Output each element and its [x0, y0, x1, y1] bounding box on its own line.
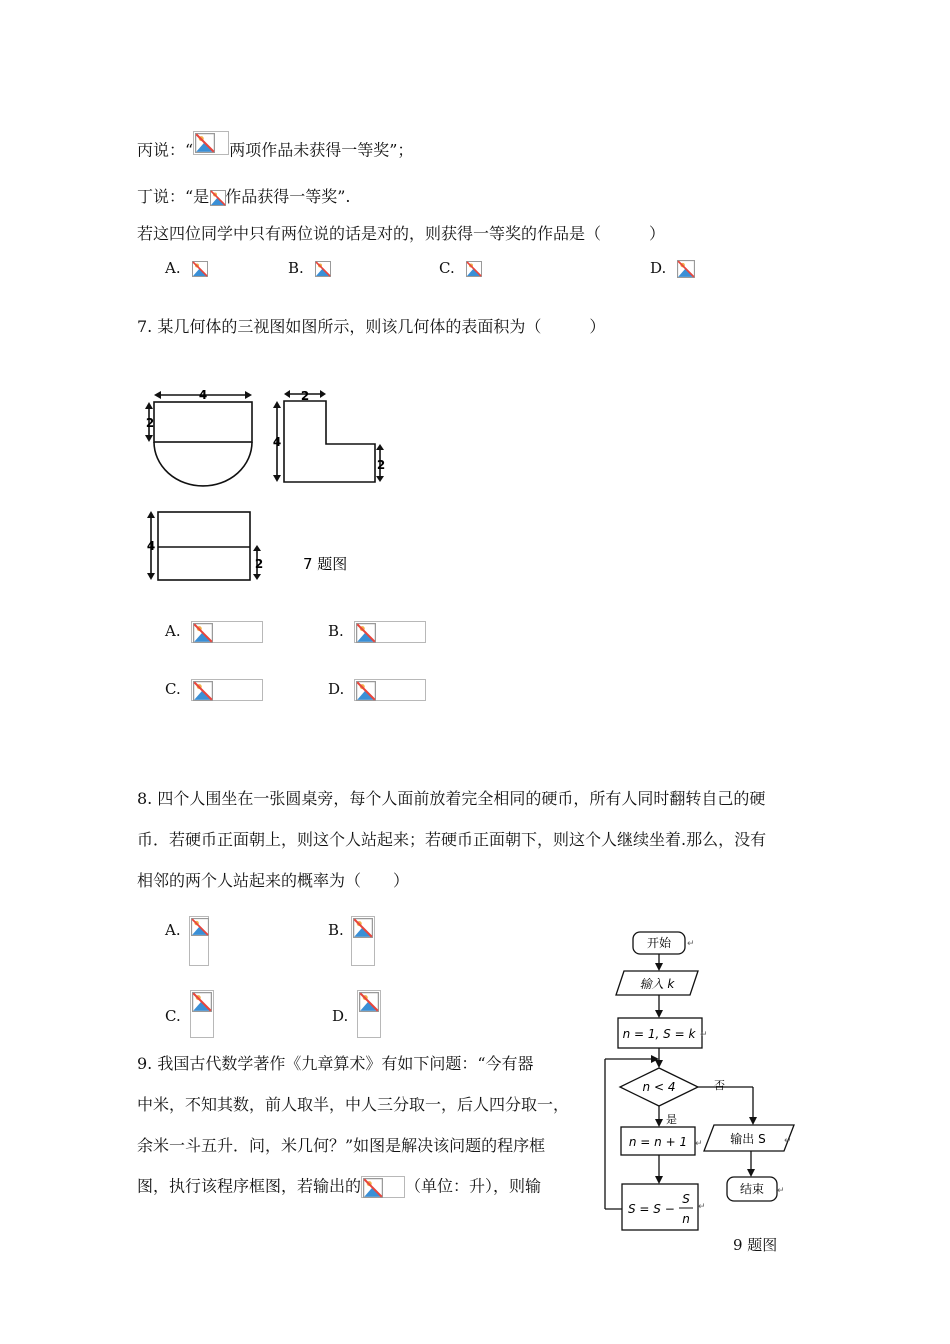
q7-figure-caption: 7 题图 — [303, 555, 348, 573]
q7-option-d: D. — [328, 679, 426, 701]
q6-option-c: C. — [439, 258, 481, 278]
svg-text:4: 4 — [272, 435, 282, 449]
q8-option-b: B. — [328, 921, 344, 939]
q6-option-a: A. — [165, 258, 207, 278]
svg-text:↵: ↵ — [777, 1186, 785, 1196]
option-image-icon — [190, 990, 214, 1038]
option-image-icon — [191, 621, 263, 643]
statement-ding: 丁说：“是 作品获得一等奖”. — [137, 187, 351, 206]
svg-text:否: 否 — [714, 1079, 725, 1092]
q6-stem: 若这四位同学中只有两位说的话是对的，则获得一等奖的作品是（ ） — [137, 224, 666, 243]
statement-bing: 丙说：“ 两项作品未获得一等奖”； — [137, 139, 413, 163]
q9-line-3: 余米一斗五升．问，米几何？”如图是解决该问题的程序框 — [137, 1136, 546, 1155]
svg-text:↵: ↵ — [700, 1030, 708, 1040]
svg-text:n = 1, S = k: n = 1, S = k — [622, 1027, 696, 1041]
option-image-icon — [465, 260, 481, 278]
q8-line-3: 相邻的两个人站起来的概率为（ ） — [137, 871, 410, 890]
formula-image-icon — [209, 189, 225, 207]
svg-text:↵: ↵ — [698, 1202, 706, 1212]
q9-line-2: 中米，不知其数，前人取半，中人三分取一，后人四分取一， — [137, 1095, 570, 1114]
svg-text:4: 4 — [146, 539, 156, 553]
svg-text:↵: ↵ — [687, 939, 695, 949]
svg-text:输入 k: 输入 k — [639, 977, 675, 991]
svg-text:S = S −: S = S − — [628, 1202, 675, 1216]
svg-text:n = n + 1: n = n + 1 — [628, 1135, 688, 1149]
svg-text:开始: 开始 — [646, 936, 672, 950]
svg-text:结束: 结束 — [739, 1182, 765, 1196]
svg-text:n: n — [682, 1212, 690, 1226]
q9-line-4: 图，执行该程序框图，若输出的 （单位：升），则输 — [137, 1176, 541, 1198]
svg-text:是: 是 — [666, 1113, 677, 1126]
option-image-icon — [357, 990, 381, 1038]
option-image-icon — [354, 621, 426, 643]
q8-line-1: 8. 四个人围坐在一张圆桌旁，每个人面前放着完全相同的硬币，所有人同时翻转自己的硬 — [137, 789, 766, 808]
svg-text:2: 2 — [300, 389, 310, 403]
option-image-icon — [189, 916, 209, 966]
q9-line-1: 9. 我国古代数学著作《九章算术》有如下问题：“今有器 — [137, 1054, 534, 1073]
svg-text:2: 2 — [254, 557, 264, 571]
svg-text:S: S — [682, 1192, 690, 1206]
q8-option-a: A. — [165, 921, 181, 939]
svg-text:↵: ↵ — [695, 1139, 703, 1149]
q7-stem: 7. 某几何体的三视图如图所示，则该几何体的表面积为（ ） — [137, 317, 606, 336]
q6-option-d: D. — [650, 258, 694, 279]
q8-option-c: C. — [165, 1007, 181, 1025]
three-view-figure — [138, 380, 398, 590]
q8-line-2: 币．若硬币正面朝上，则这个人站起来；若硬币正面朝下，则这个人继续坐着.那么，没有 — [137, 830, 767, 849]
option-image-icon — [676, 259, 694, 279]
formula-image-icon — [193, 131, 229, 155]
option-image-icon — [354, 679, 426, 701]
option-image-icon — [191, 679, 263, 701]
program-flowchart — [598, 925, 818, 1265]
q7-option-c: C. — [165, 679, 263, 701]
q7-option-b: B. — [328, 621, 426, 643]
svg-text:↵: ↵ — [784, 1136, 792, 1146]
option-image-icon — [314, 259, 330, 279]
q7-option-a: A. — [165, 621, 263, 643]
svg-text:n < 4: n < 4 — [642, 1080, 676, 1094]
q9-figure-caption: 9 题图 — [733, 1236, 778, 1254]
svg-text:输出 S: 输出 S — [730, 1132, 766, 1146]
option-image-icon — [191, 260, 207, 278]
svg-text:2: 2 — [376, 458, 386, 472]
option-image-icon — [351, 916, 375, 966]
q6-option-b: B. — [288, 258, 330, 279]
formula-image-icon — [361, 1176, 405, 1198]
svg-text:4: 4 — [198, 388, 208, 402]
q8-option-d: D. — [332, 1007, 349, 1025]
svg-text:2: 2 — [145, 416, 155, 430]
